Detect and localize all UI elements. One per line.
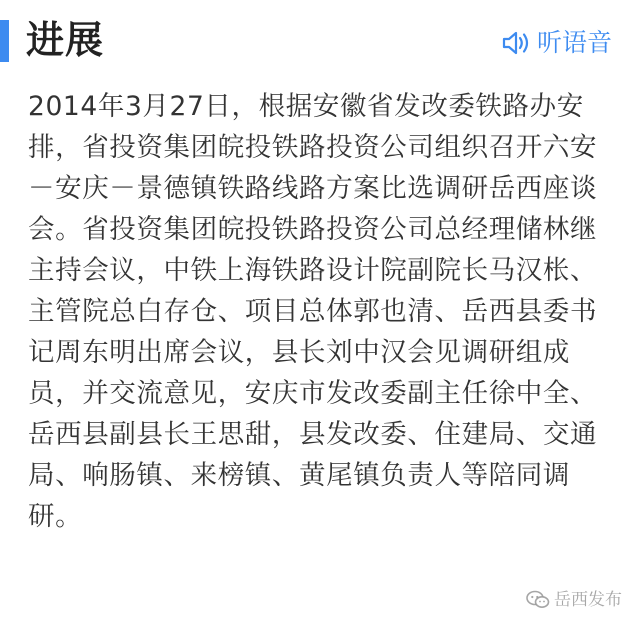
section-title: 进展 <box>26 18 105 62</box>
listen-label: 听语音 <box>536 28 612 57</box>
wechat-icon <box>526 590 550 610</box>
section-accent-bar <box>0 20 9 62</box>
listen-audio-button[interactable] <box>501 26 612 60</box>
watermark-text: 岳西发布 <box>554 590 622 610</box>
section-header <box>0 0 640 80</box>
speaker-icon <box>501 29 533 57</box>
article-paragraph: 2014年3月27日，根据安徽省发改委铁路办安排，省投资集团皖投铁路投资公司组织召开六安－安庆－景德镇铁路线路方案比选调研岳西座谈会。省投资集团皖投铁路投资公司总经理储林继主持会议，中铁上海铁路设计院副院长马汉枨、主管院总白存仓、项目总体郭也清、岳西县委书记周东明出席会议，县长刘中汉会见调研组成员，并交流意见，安庆市发改委副主任徐中全、岳西县副县长王思甜，县发改委、住建局、交通局、响肠镇、来榜镇、黄尾镇负责人等陪同调研。 <box>28 91 598 532</box>
watermark <box>526 589 622 611</box>
